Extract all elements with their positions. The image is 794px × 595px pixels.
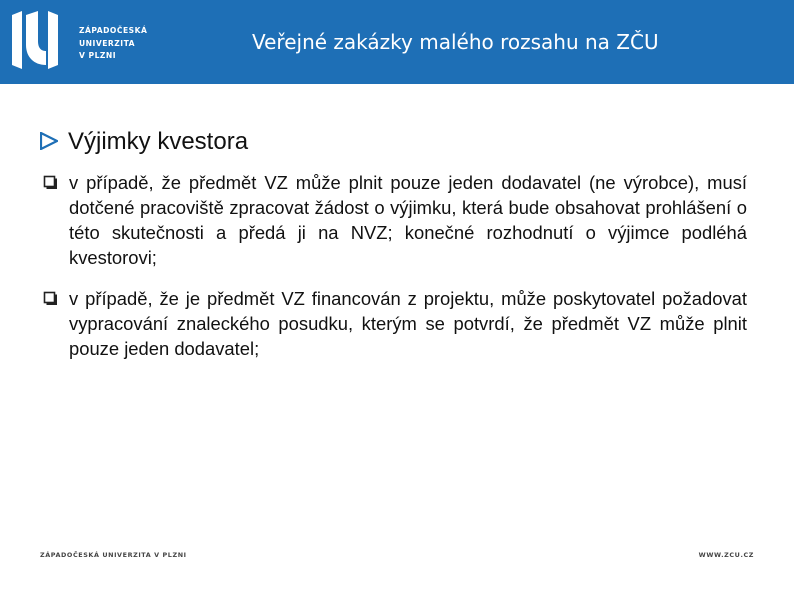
checkbox-bullet-icon (42, 290, 58, 306)
checkbox-bullet-icon (42, 174, 58, 190)
logo-line: ZÁPADOČESKÁ (79, 26, 148, 35)
footer-website-link[interactable]: WWW.ZCU.CZ (698, 551, 754, 559)
bullet-text: v případě, že je předmět VZ financován z projektu, může poskytovatel požadovat vypracování znaleckého posudku, kterým se potvrdí, že předmět VZ může plnit pouze jeden dodavatel; (69, 288, 747, 359)
page-title: Veřejné zakázky malého rozsahu na ZČU (252, 30, 659, 54)
section-heading: Výjimky kvestora (68, 128, 249, 155)
logo-text (79, 25, 147, 63)
header-bar (0, 0, 794, 84)
logo-line: UNIVERZITA (79, 38, 136, 48)
play-arrow-icon (40, 132, 58, 150)
university-logo-icon (12, 11, 58, 69)
bullet-text: v případě, že předmět VZ může plnit pouze jeden dodavatel (ne výrobce), musí dotčené pracoviště zpracovat žádost o výjimku, která bude obsahovat prohlášení o této skutečnosti a předá ji na NVZ; konečné rozhodnutí o výjimce podléhá kvestorovi; (69, 172, 747, 268)
logo-line: V PLZNI (79, 51, 117, 60)
footer-university-name: ZÁPADOČESKÁ UNIVERZITA V PLZNI (40, 551, 187, 559)
